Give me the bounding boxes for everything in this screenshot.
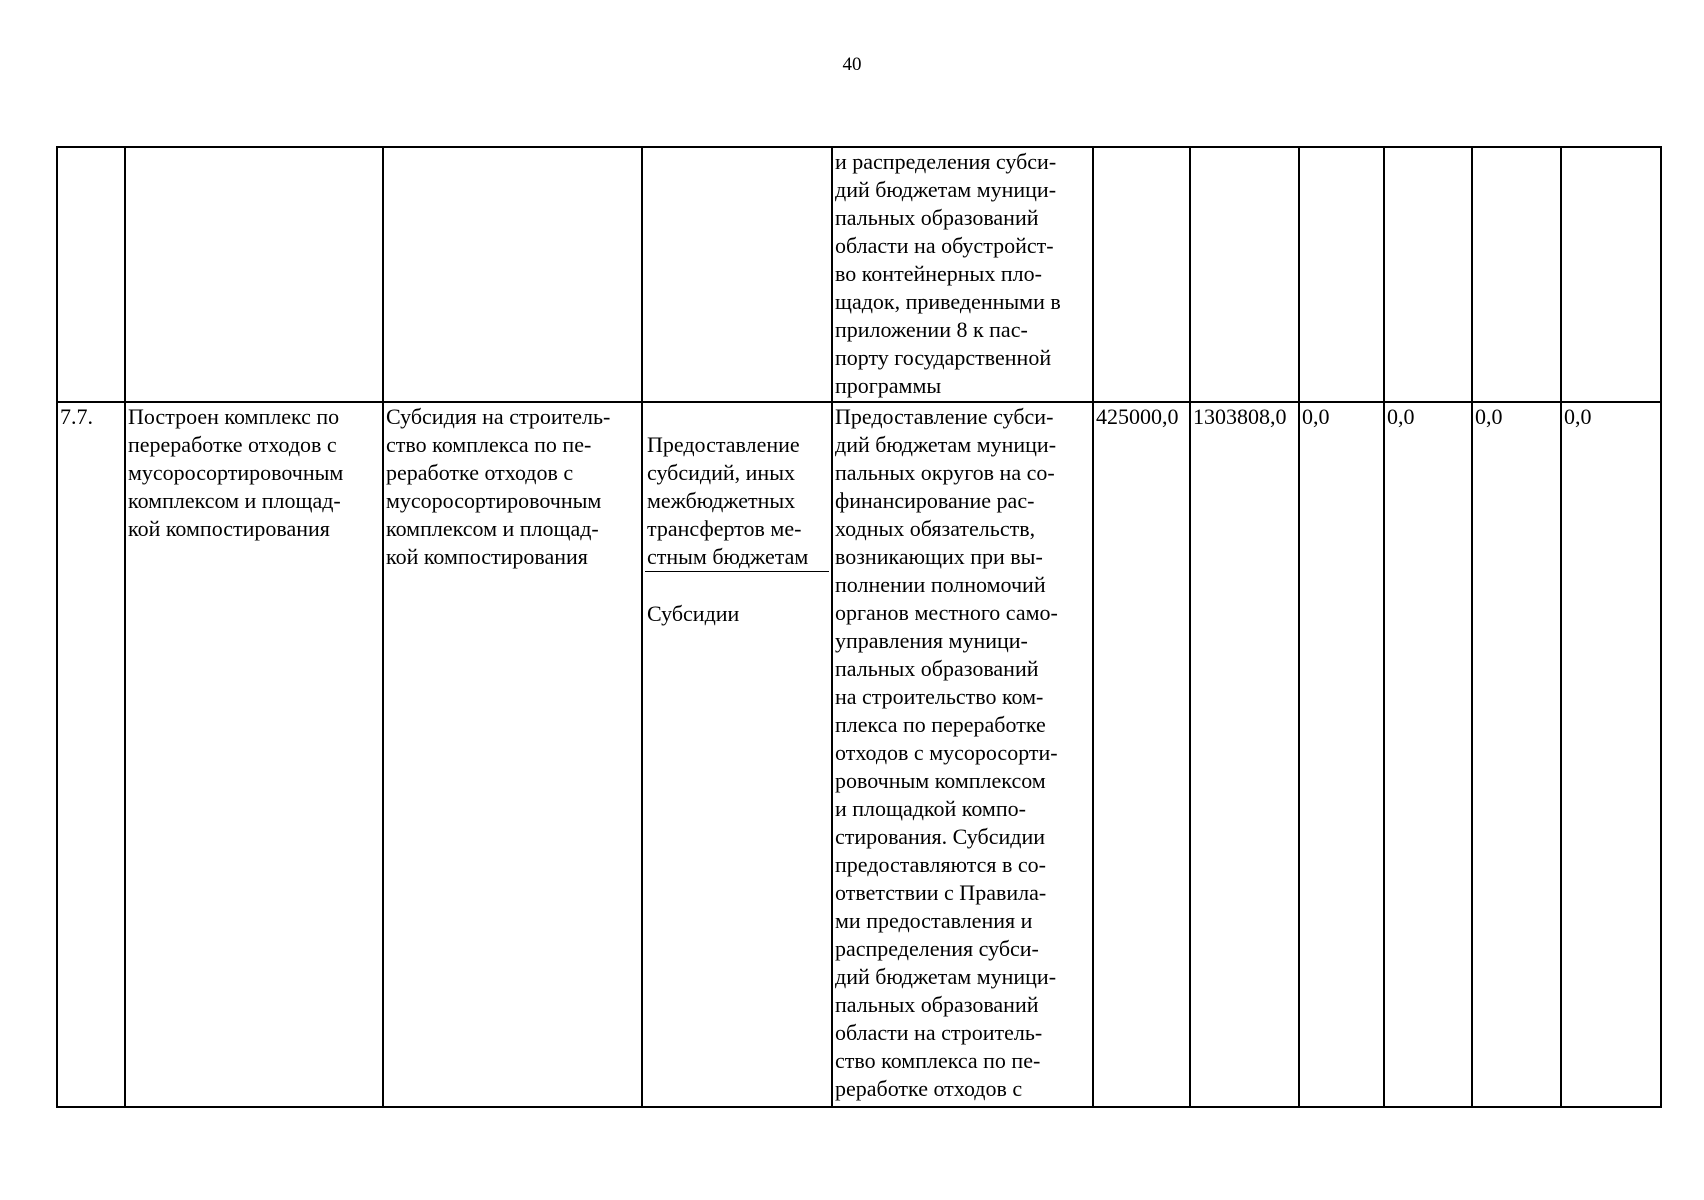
cell-value-4: 0,0	[1384, 402, 1472, 1107]
cell-value-2	[1190, 147, 1299, 402]
cell-type-bottom: Субсидии	[647, 601, 740, 626]
page-number: 40	[842, 54, 862, 75]
cell-type-top: Предоставление субсидий, иных межбюджетных трансфертов ме- стным бюджетам	[645, 431, 829, 572]
cell-value-5: 0,0	[1472, 402, 1561, 1107]
cell-description: Предоставление субси- дий бюджетам муници- пальных округов на со- финансирование рас- ходных обязательств, возникающих при вы- полнении полномочий органов местного само- управления муници- пальных образований на строительство ком- плекса по переработке отходов с мусоросорти- ровочным комплексом и площадкой компо- стирования. Субсидии предоставляются в со- ответствии с Правила- ми предоставления и распределения субси- дий бюджетам муници- пальных образований области на строитель- ство комплекса по пе- реработке отходов с	[832, 402, 1093, 1107]
table-row-continuation	[57, 147, 1661, 402]
cell-value-6	[1561, 147, 1661, 402]
cell-number	[57, 147, 125, 402]
cell-value-1: 425000,0	[1093, 402, 1190, 1107]
program-table	[56, 146, 1662, 1108]
cell-number: 7.7.	[57, 402, 125, 1107]
table-row-7-7	[57, 402, 1661, 1107]
cell-value-5	[1472, 147, 1561, 402]
cell-value-3: 0,0	[1299, 402, 1384, 1107]
cell-value-2: 1303808,0	[1190, 402, 1299, 1107]
cell-value-1	[1093, 147, 1190, 402]
cell-description: и распределения субси- дий бюджетам муници- пальных образований области на обустройст- во контейнерных пло- щадок, приведенными в приложении 8 к пас- порту государственной программы	[832, 147, 1093, 402]
cell-type	[642, 402, 832, 1107]
cell-result: Построен комплекс по переработке отходов с мусоросортировочным комплексом и площад- кой компостирования	[125, 402, 383, 1107]
cell-value-4	[1384, 147, 1472, 402]
cell-type	[642, 147, 832, 402]
cell-value-6: 0,0	[1561, 402, 1661, 1107]
cell-value-3	[1299, 147, 1384, 402]
cell-event: Субсидия на строитель- ство комплекса по пе- реработке отходов с мусоросортировочным комплексом и площад- кой компостирования	[383, 402, 642, 1107]
cell-result	[125, 147, 383, 402]
cell-event	[383, 147, 642, 402]
